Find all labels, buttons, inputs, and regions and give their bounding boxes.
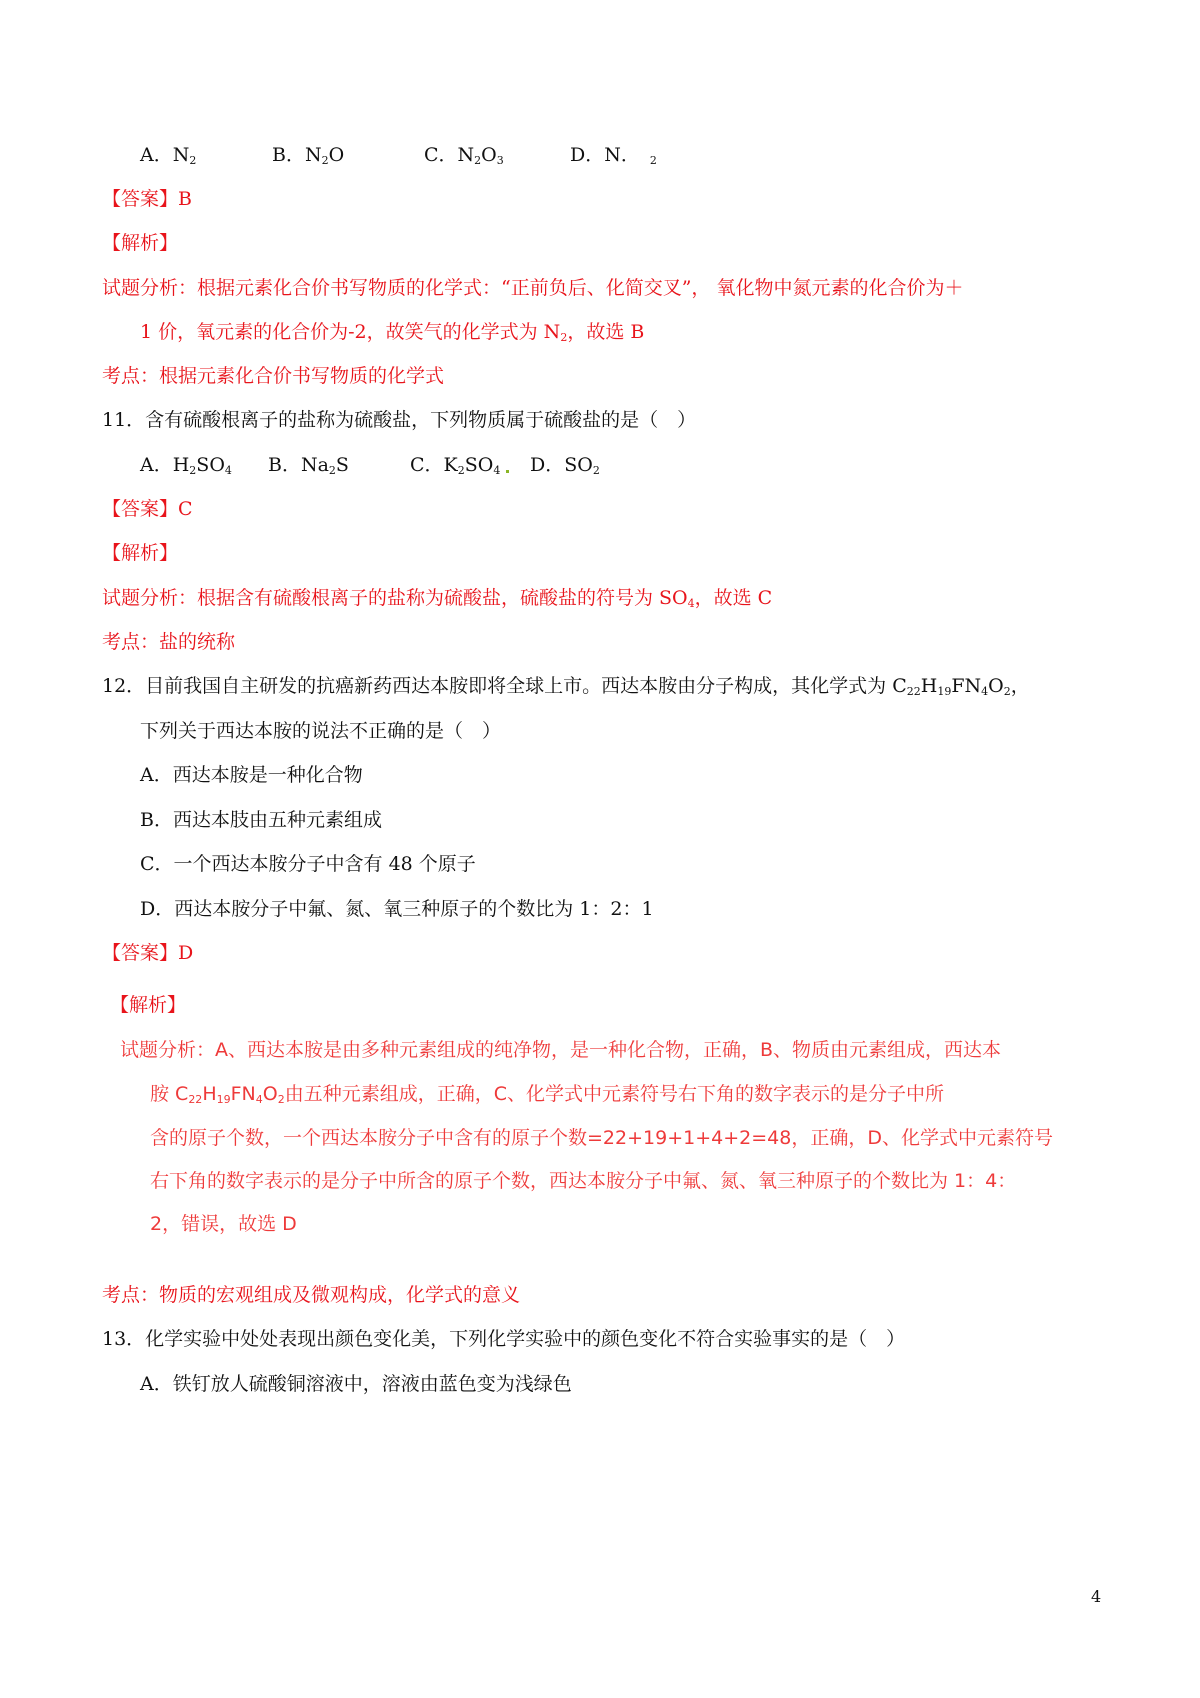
- q12-stem-line2: 下列关于西达本胺的说法不正确的是（ ）: [140, 720, 502, 742]
- q11-kaodian: 考点：盐的统称: [102, 631, 236, 653]
- q12-analysis-line5: 2，错误，故选 D: [150, 1213, 297, 1235]
- q12-stem-line1: 12．目前我国自主研发的抗癌新药西达本胺即将全球上市。西达本胺由分子构成，其化学式为 $C_{22}H_{19}FN_4O_2$，: [102, 675, 1030, 698]
- q10-answer: [102, 185, 192, 213]
- q10-option-b: B．$N_2O$: [272, 144, 345, 167]
- q12-analysis-line4: 右下角的数字表示的是分子中所含的原子个数，西达本胺分子中氟、氮、氧三种原子的个数比为 1：4：: [150, 1170, 1017, 1192]
- q11-analysis-line1: 试题分析：根据含有硫酸根离子的盐称为硫酸盐，硫酸盐的符号为 $SO_4$，故选 C: [102, 587, 773, 610]
- q10-analysis-line2: 1 价，氧元素的化合价为-2，故笑气的化学式为 $N_2$，故选 B: [140, 321, 645, 344]
- q11-option-d: D．$SO_2$: [530, 454, 600, 477]
- q11-option-a: A．$H_2SO_4$: [140, 454, 232, 477]
- q12-option-b: B．西达本肢由五种元素组成: [140, 809, 382, 831]
- green-dot-mark: [506, 470, 509, 473]
- q10-option-c: C．$N_2O_3$: [424, 144, 504, 167]
- q10-option-a: A．$N_2$: [140, 144, 197, 167]
- q10-analysis-tag: 【解析】: [102, 232, 179, 254]
- answer-value: B: [178, 188, 192, 210]
- q10-option-d: D．N． $_2$: [570, 144, 657, 167]
- q12-analysis-line2: 胺 $C_{22}H_{19}FN_4O_2$由五种元素组成，正确，C、化学式中元素符号右下角的数字表示的是分子中所: [150, 1083, 945, 1106]
- q12-kaodian: 考点：物质的宏观组成及微观构成，化学式的意义: [102, 1284, 521, 1306]
- q12-analysis-line3: 含的原子个数，一个西达本胺分子中含有的原子个数=22+19+1+4+2=48，正确，D、化学式中元素符号: [150, 1127, 1053, 1149]
- q13-option-a: A．铁钉放人硫酸铜溶液中，溶液由蓝色变为浅绿色: [140, 1373, 572, 1395]
- q11-answer: 【答案】C: [102, 498, 193, 520]
- q11-option-c: C．$K_2SO_4$: [410, 451, 509, 479]
- q12-option-c: C．一个西达本胺分子中含有 48 个原子: [140, 853, 476, 875]
- q11-analysis-tag: 【解析】: [102, 542, 179, 564]
- q10-analysis-line1: 试题分析：根据元素化合价书写物质的化学式：“正前负后、化简交叉”， 氧化物中氮元素的化合价为＋: [102, 277, 964, 299]
- page-number: 4: [1091, 1587, 1102, 1606]
- q12-answer: 【答案】D: [102, 942, 194, 964]
- q11-option-b: B．$Na_2S$: [268, 454, 349, 477]
- q12-option-a: A．西达本胺是一种化合物: [140, 764, 363, 786]
- q12-analysis-tag: 【解析】: [110, 994, 187, 1016]
- q11-stem: 11．含有硫酸根离子的盐称为硫酸盐，下列物质属于硫酸盐的是（ ）: [102, 409, 697, 431]
- q12-option-d: D．西达本胺分子中氟、氮、氧三种原子的个数比为 1：2：1: [140, 898, 654, 920]
- q13-stem: 13．化学实验中处处表现出颜色变化美，下列化学实验中的颜色变化不符合实验事实的是（ ）: [102, 1328, 906, 1350]
- q12-analysis-line1: 试题分析：A、西达本胺是由多种元素组成的纯净物，是一种化合物，正确，B、物质由元素组成，西达本: [120, 1039, 1002, 1061]
- q10-kaodian: 考点：根据元素化合价书写物质的化学式: [102, 365, 445, 387]
- answer-tag: 【答案】: [102, 188, 179, 210]
